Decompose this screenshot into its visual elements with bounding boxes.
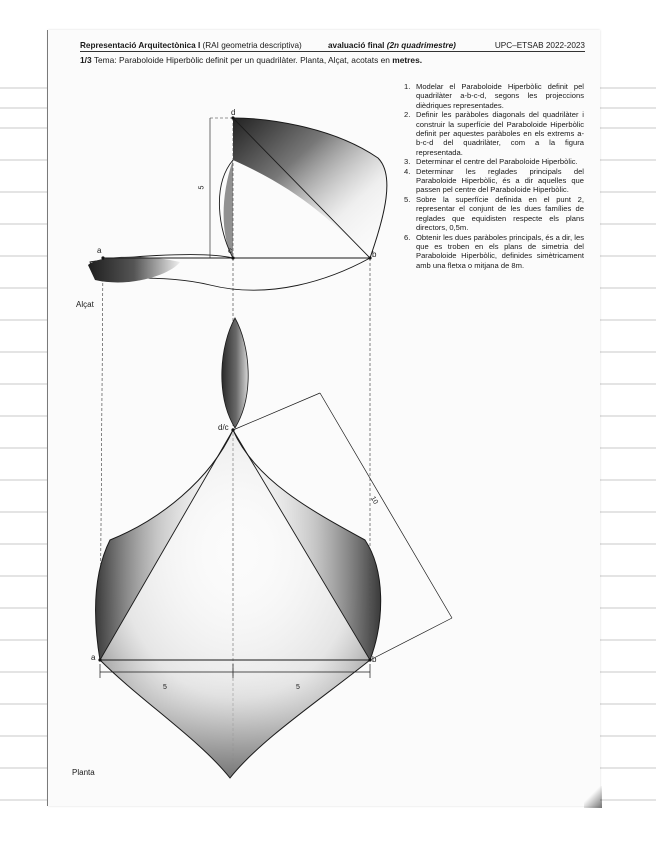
point-label-a-plan: a <box>91 653 96 662</box>
topic-text: Tema: Paraboloide Hiperbòlic definit per un quadrilàter. Planta, Alçat, acotats en <box>93 55 390 65</box>
list-item: 1. Modelar el Paraboloide Hiperbòlic definit pel quadrilàter a-b-c-d, segons les projeccions dièdriques representades. <box>404 82 584 110</box>
list-item: 6. Obtenir les dues paràboles principals, és a dir, les que es troben en els plans de simetria del Paraboloide Hiperbòlic, definides simètricament amb una fletxa o mitjana de 8m. <box>404 232 584 270</box>
view-label-plan: Planta <box>72 768 95 777</box>
point-label-d: d <box>231 108 236 117</box>
point-label-b: b <box>372 250 377 259</box>
dimension-plan-left: 5 <box>163 684 167 691</box>
page-number: 1/3 <box>80 55 92 65</box>
list-item: 4. Determinar les reglades principals del Paraboloide Hiperbòlic, és a dir aquelles que passen pel centre del Paraboloide Hiperbòlic. <box>404 166 584 195</box>
page-corner-shadow <box>584 786 602 808</box>
dimension-elev-height: 5 <box>198 185 206 190</box>
point-label-b-plan: b <box>372 655 377 664</box>
dimension-plan-right: 5 <box>296 684 300 691</box>
units-text: metres. <box>392 55 423 65</box>
view-label-elevation: Alçat <box>76 300 94 309</box>
list-item: 2. Definir les paràboles diagonals del quadrilàter i construir la superfície del Paraboloide Hiperbòlic definit per aquestes paràboles en els extrems a-b-c-d del quadrilàter, com a la figura representada. <box>404 110 584 157</box>
course-title: Representació Arquitectònica I (RAI geometria descriptiva) <box>80 41 302 50</box>
point-label-c: c <box>228 246 232 255</box>
plan-view <box>96 318 452 778</box>
list-item: 3. Determinar el centre del Paraboloide Hiperbòlic. <box>404 157 578 167</box>
exam-type: avaluació final (2n quadrimestre) <box>328 41 456 50</box>
point-label-dc: d/c <box>218 423 229 432</box>
point-label-a: a <box>97 246 102 255</box>
institution: UPC–ETSAB 2022-2023 <box>494 41 585 50</box>
list-item: 5. Sobre la superfície definida en el punt 2, representar el conjunt de les dues famílies de reglades que equidisten respecte els plans directors, 0,5m. <box>404 194 584 233</box>
dimension-plan-diagonal: 10 <box>368 495 379 506</box>
